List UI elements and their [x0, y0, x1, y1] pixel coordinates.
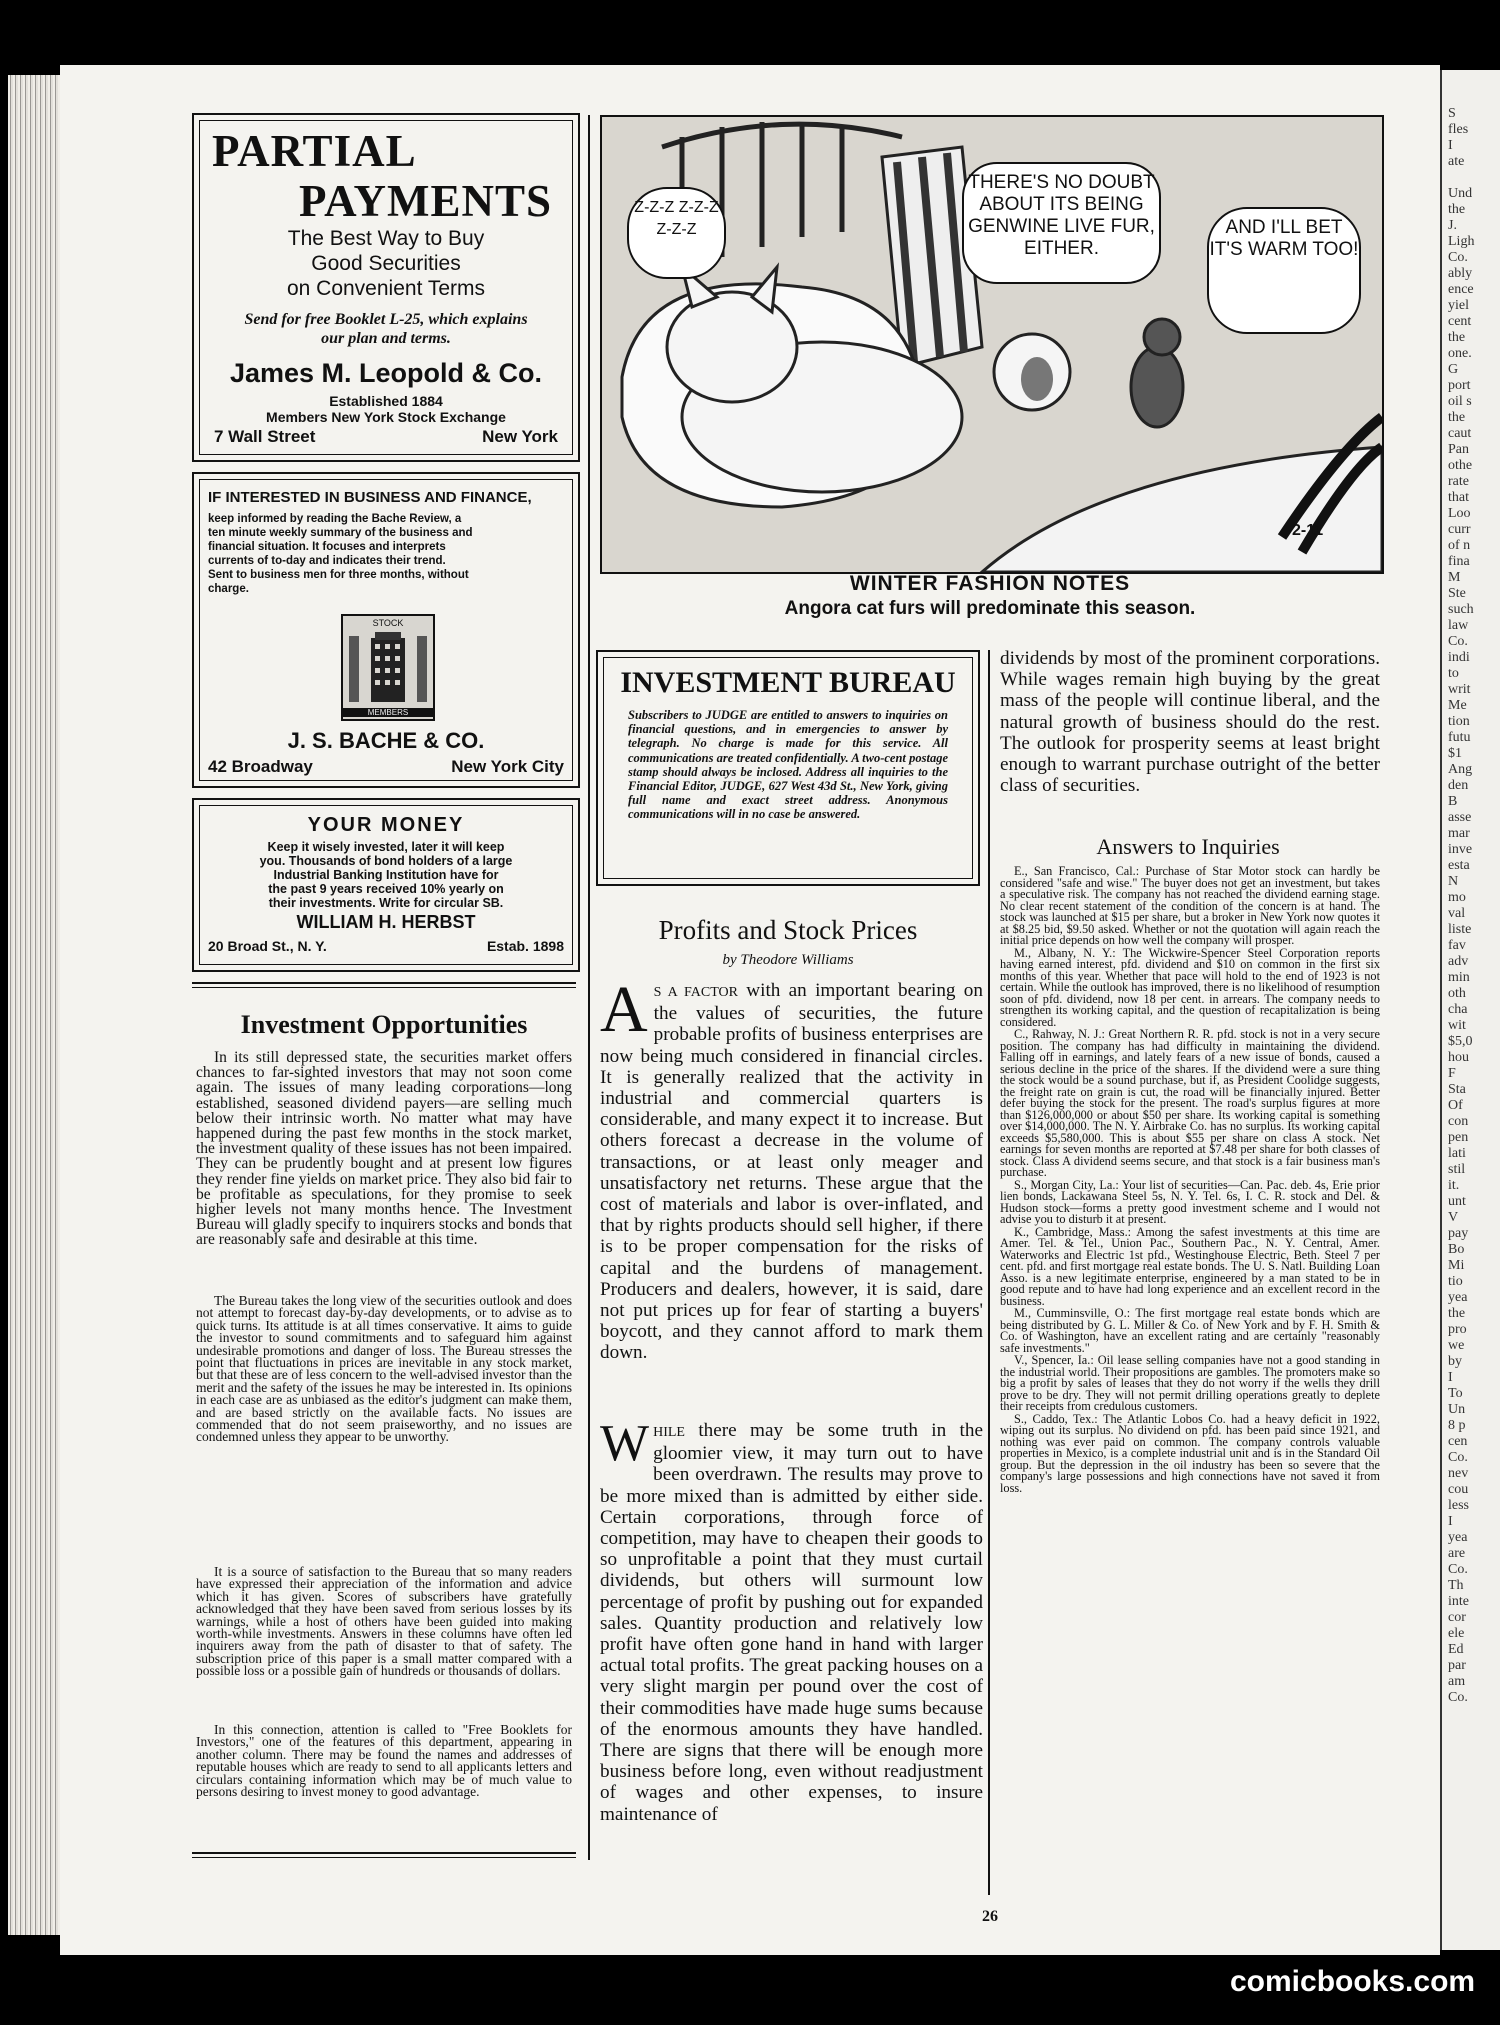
column-rule-left: [588, 115, 590, 1860]
investment-bureau-box: [596, 650, 980, 886]
site-watermark: comicbooks.com: [1230, 1965, 1476, 1998]
adjacent-page-fragment: [1440, 70, 1500, 1950]
speech-bubble-mouse-1: THERE'S NO DOUBT ABOUT ITS BEING GENWINE LIVE FUR, EITHER.: [962, 162, 1161, 284]
cartoon-illustration: [600, 115, 1384, 574]
snore-bubble: Z-Z-Z Z-Z-Z Z-Z-Z: [627, 187, 726, 279]
answer-item: V., Spencer, Ia.: Oil lease selling companies have not a good standing in the industrial world. Their propositions are gambles. The promoters make so big a profit by sales of leases that they do not worry if the wells they drill prove to be dry. They will not permit drilling operations greatly to deplete their receipts from credulous customers.: [1000, 1353, 1380, 1413]
ad-firm-name: James M. Leopold & Co.: [229, 358, 543, 388]
ad-bache-heading: IF INTERESTED IN BUSINESS AND FINANCE,: [208, 489, 532, 506]
answers-title: Answers to Inquiries: [1096, 834, 1280, 859]
answer-item: S., Caddo, Tex.: The Atlantic Lobos Co. had a heavy deficit in 1922, wiping out its surplus. No dividend on pfd. has been paid since 1921, and nothing was ever paid on common. The company controls valuable properties in Mexico, is a complete industrial unit and is in the Standard Oil group. But the depression in the oil industry has been so severe that the company's large possessions and high connections have not saved it from loss.: [1000, 1411, 1380, 1495]
profits-title: Profits and Stock Prices: [658, 915, 918, 945]
speech-bubble-mouse-2: AND I'LL BET IT'S WARM TOO!: [1207, 207, 1361, 334]
mouse-two: [1131, 347, 1183, 427]
ad-members: Members New York Stock Exchange: [266, 409, 506, 425]
ad-bache-street: 42 Broadway: [208, 757, 313, 776]
ad-heading-payments: PAYMENTS: [299, 176, 553, 226]
ad-offer-line-2: our plan and terms.: [321, 330, 451, 347]
cartoon-caption-title: WINTER FASHION NOTES: [849, 572, 1131, 595]
rule-end-opportunities: [192, 1852, 576, 1854]
opportunities-paragraph-1: In its still depressed state, the securities market offers chances to far-sighted investors that may not soon come again. The issues of many leading corporations—long established, seasoned dividend payers—are selling much below their intrinsic worth. No matter what may have happened during the past few months in the stock market, the investment quality of these issues has not been impaired. They can be prudently bought and at present low figures they render fine yields on market price. They also bid fair to be profitable as speculations, for they promise to seek higher levels not many months hence. The Investment Bureau will gladly specify to inquirers stocks and bonds that are reasonably safe and desirable at this time.: [196, 1049, 572, 1249]
ad-city: New York: [482, 427, 558, 446]
opportunities-paragraph-3: It is a source of satisfaction to the Bureau that so many readers have expressed their appreciation of the information and advice which it has given. Scores of subscribers have gratefully acknowledged that they have been saved from serious losses by its warnings, while a host of others have been guided into making worth-while investments. Answers in these columns have often led inquirers away from the path of disaster to that of safety. The subscription price of this paper is a small matter compared with a possible loss or a possible gain of hundreds or thousands of dollars.: [196, 1564, 572, 1679]
investment-bureau-title: INVESTMENT BUREAU: [620, 666, 956, 699]
opportunities-title: Investment Opportunities: [240, 1010, 528, 1039]
ad-established: Established 1884: [329, 393, 443, 409]
answer-item: M., Cumminsville, O.: The first mortgage real estate bonds which are being distributed by G. L. Miller & Co. of New York and by F. H. Smith & Co. of Washington, have an excellent rating and are certainly "reasonably safe investments.": [1000, 1306, 1380, 1355]
ad-money-heading: YOUR MONEY: [307, 814, 465, 836]
ad-bache-firm: J. S. BACHE & CO.: [287, 728, 485, 753]
ad-money-estab: Estab. 1898: [486, 938, 564, 954]
artist-signature: 2-11: [1292, 522, 1324, 539]
opportunities-paragraph-4: In this connection, attention is called to "Free Booklets for Investors," one of the features of this department, appearing in another column. There may be found the names and addresses of reputable houses which are ready to send to all applicants letters and circulars containing information which may be of much value to persons desiring to invest money to good advantage.: [196, 1722, 572, 1800]
investment-bureau-notice: Subscribers to JUDGE are entitled to answers to inquiries on financial questions, and in emergencies to answer by telegraph. No charge is made for this service. All communications are treated confidentially. A two-cent postage stamp should always be inclosed. Address all inquiries to the Financial Editor, JUDGE, 627 West 43d St., New York, giving full name and exact street address. Anonymous communications will in no case be answered.: [628, 708, 948, 822]
answer-item: M., Albany, N. Y.: The Wickwire-Spencer Steel Corporation reports having earned interest, pfd. dividend and $10 on common in the first six months of this year. Whether that pace will hold to the end of 1923 is not certain. While the outlook has improved, there is no likelihood of resumption soon of pfd. dividend, now 18 per cent. in arrears. The company needs to strengthen its working capital, and the question of recapitalization is being considered.: [1000, 945, 1380, 1029]
answer-item: K., Cambridge, Mass.: Among the safest investments at this time are Amer. Tel. & Tel., Union Pac., Southern Pac., N. Y. Central, Amer. Waterworks and Electric 1st pfd., Westinghouse Electric, Beth. Steel 7 per cent. pfd. and first mortgage real estate bonds. The U. S. Natl. Building Loan Asso. is a new legitimate enterprise, engineered by a man stated to be in good repute and to have had long experience and an excellent record in the business.: [1000, 1224, 1380, 1308]
page-number: 26: [982, 1908, 998, 1925]
ad-bache-body: keep informed by reading the Bache Review, a ten minute weekly summary of the business and financial situation. It focuses and interprets currents of to-day and indicates their trend. Sent to business men for three months, without charge.: [208, 513, 473, 595]
profits-continued: dividends by most of the prominent corporations. While wages remain high buying by the great mass of the people will continue liberal, and the natural growth of business should do the rest. The outlook for prosperity seems at least bright enough to warrant purchase outright of the better class of securities.: [1000, 648, 1380, 797]
stock-exchange-building-logo: STOCK MEMBERS: [341, 614, 435, 721]
ad-tagline-3: on Convenient Terms: [286, 277, 486, 300]
profits-paragraph-1: A S A FACTOR with an important bearing on the values of securities, the future probable profits of business enterprises are now being much considered in financial circles. It is generally realized that the activity in industrial and commercial quarters is considerable, and many expect it to increase. But others forecast a decrease in the volume of transactions, or at least only meager and unsatisfactory net returns. These argue that the cost of materials and labor is over-inflated, and that by rights products should sell higher, if there is to be proper compensation for the risks of capital and the burdens of management. Producers and dealers, however, it is said, dare not put prices up for fear of starting a buyers' boycott, and they cannot afford to mark them down.: [600, 973, 983, 1364]
profits-paragraph-2: WHILE there may be some truth in the gloomier view, it may turn out to have been overdrawn. The results may prove to be more mixed than is admitted by either side. Certain corporations, through force of competition, may have to cheapen their goods to so unprofitable a point that they must curtail dividends, but others will surmount low percentage of profit by pushing out for expanded sales. Quantity production and relatively low profit have often gone hand in hand with larger actual total profits. The great packing houses on a very slight margin per pound over the cost of their commodities have made huge sums because of the enormous amounts they have handled. There are signs that there will be enough more business before long, even without readjustment of wages and other expenses, to insure maintenance of: [600, 1415, 983, 1825]
ad-bache-city: New York City: [451, 757, 564, 776]
cat-head: [667, 292, 797, 402]
ad-partial-payments: [192, 113, 580, 462]
rule-end-opportunities-thin: [192, 1857, 576, 1858]
cartoon-caption-subtitle: Angora cat furs will predominate this season.: [784, 598, 1196, 619]
rule-above-opportunities: [192, 982, 576, 984]
adjacent-page-text: S fles I ate Und the J. Ligh Co. ably ence yiel cent the one. G port oil s the caut Pan othe rate that Loo curr of n fina M Ste such law Co. indi to writ Me tion futu $1 Ang den B asse mar inve esta N mo val liste fav adv min oth cha wit $5,0 hou F Sta Of con pen lati stil it. unt V pay Bo Mi tio yea the pro we by I To Un 8 p cen Co. nev cou less I yea are Co. Th inte cor ele Ed par am Co.: [1448, 106, 1475, 1705]
ad-street: 7 Wall Street: [214, 427, 316, 446]
answers-list: [1000, 866, 1380, 1495]
answer-item: E., San Francisco, Cal.: Purchase of Star Motor stock can hardly be considered "safe and wise." The buyer does not get an investment, but takes a speculative risk. The company has not reached the dividend earning stage. No clear recent statement of the condition of the concern is at hand. The stock was launched at $15 per share, but a broker in New York now quotes it at $8.25 bid, $9.50 asked. Whether or not the quotation will again reach the initial price depends on how well the company will prosper.: [1000, 864, 1380, 947]
ad-money-firm: WILLIAM H. HERBST: [296, 912, 476, 932]
rule-above-opportunities-thin: [192, 987, 576, 988]
ad-tagline-2: Good Securities: [311, 252, 461, 275]
ad-tagline-1: The Best Way to Buy: [287, 227, 485, 250]
ad-your-money: [192, 798, 580, 972]
page-stack-edge: [8, 75, 60, 1935]
answer-item: C., Rahway, N. J.: Great Northern R. R. pfd. stock is not in a very secure position. The company has had difficulty in maintaining the dividend. Falling off in earnings, and lately fears of a new issue of bonds, caused a serious decline in the price of the shares. If the dividend were a sure thing the stock would be a sound purchase, but if, as President Coolidge suggests, the freight rate on grain is cut, the road will be financially injured. Better defer buying the stock for the present. The road's surplus figures at more than $126,000,000 or about $50 per share. Its working capital is something over $14,000,000. The N. Y. Airbrake Co. has no surplus. Its working capital exceeds $5,580,000. This is about $55 per share on class A stock. Net earnings for seven months are reported at $7.48 per share for both classes of stock. Class A dividend seems secure, and that stock is a fair business man's purchase.: [1000, 1027, 1380, 1179]
ad-money-body: Keep it wisely invested, later it will keep you. Thousands of bond holders of a large Industrial Banking Institution have for the past 9 years received 10% yearly on their investments. Write for circular SB.: [259, 840, 513, 910]
opportunities-paragraph-2: The Bureau takes the long view of the securities outlook and does not attempt to forecast day-by-day developments, or to advise as to quick turns. Its attitude is at all times conservative. It aims to guide the investor to sound commitments and to safeguard him against undesirable promotions and danger of loss. The Bureau stresses the point that fluctuations in prices are inevitable in any stock market, but that these are of less concern to the well-advised investor than the merit and the safety of the issues he may be interested in. Its opinions in each case are as unbiased as the editor's judgment can make them, and are based strictly on the available facts. No issues are commended that do not seem praiseworthy, and no issues are condemned unless they appear to be unworthy.: [196, 1293, 572, 1445]
ad-money-street: 20 Broad St., N. Y.: [208, 938, 327, 954]
column-rule-right: [988, 650, 990, 1895]
ad-offer-line-1: Send for free Booklet L-25, which explains: [244, 311, 528, 328]
profits-byline: by Theodore Williams: [722, 952, 854, 968]
answer-item: S., Morgan City, La.: Your list of securities—Can. Pac. deb. 4s, Erie prior lien bonds, Lackawana Steel 5s, N. Y. Tel. 6s, I. C. R. stock and Del. & Hudson stock—forms a pretty good investment scheme and I would not advise you to disturb it at present.: [1000, 1177, 1380, 1226]
ad-heading-partial: PARTIAL: [212, 126, 417, 176]
ad-bache-review: [192, 472, 580, 788]
